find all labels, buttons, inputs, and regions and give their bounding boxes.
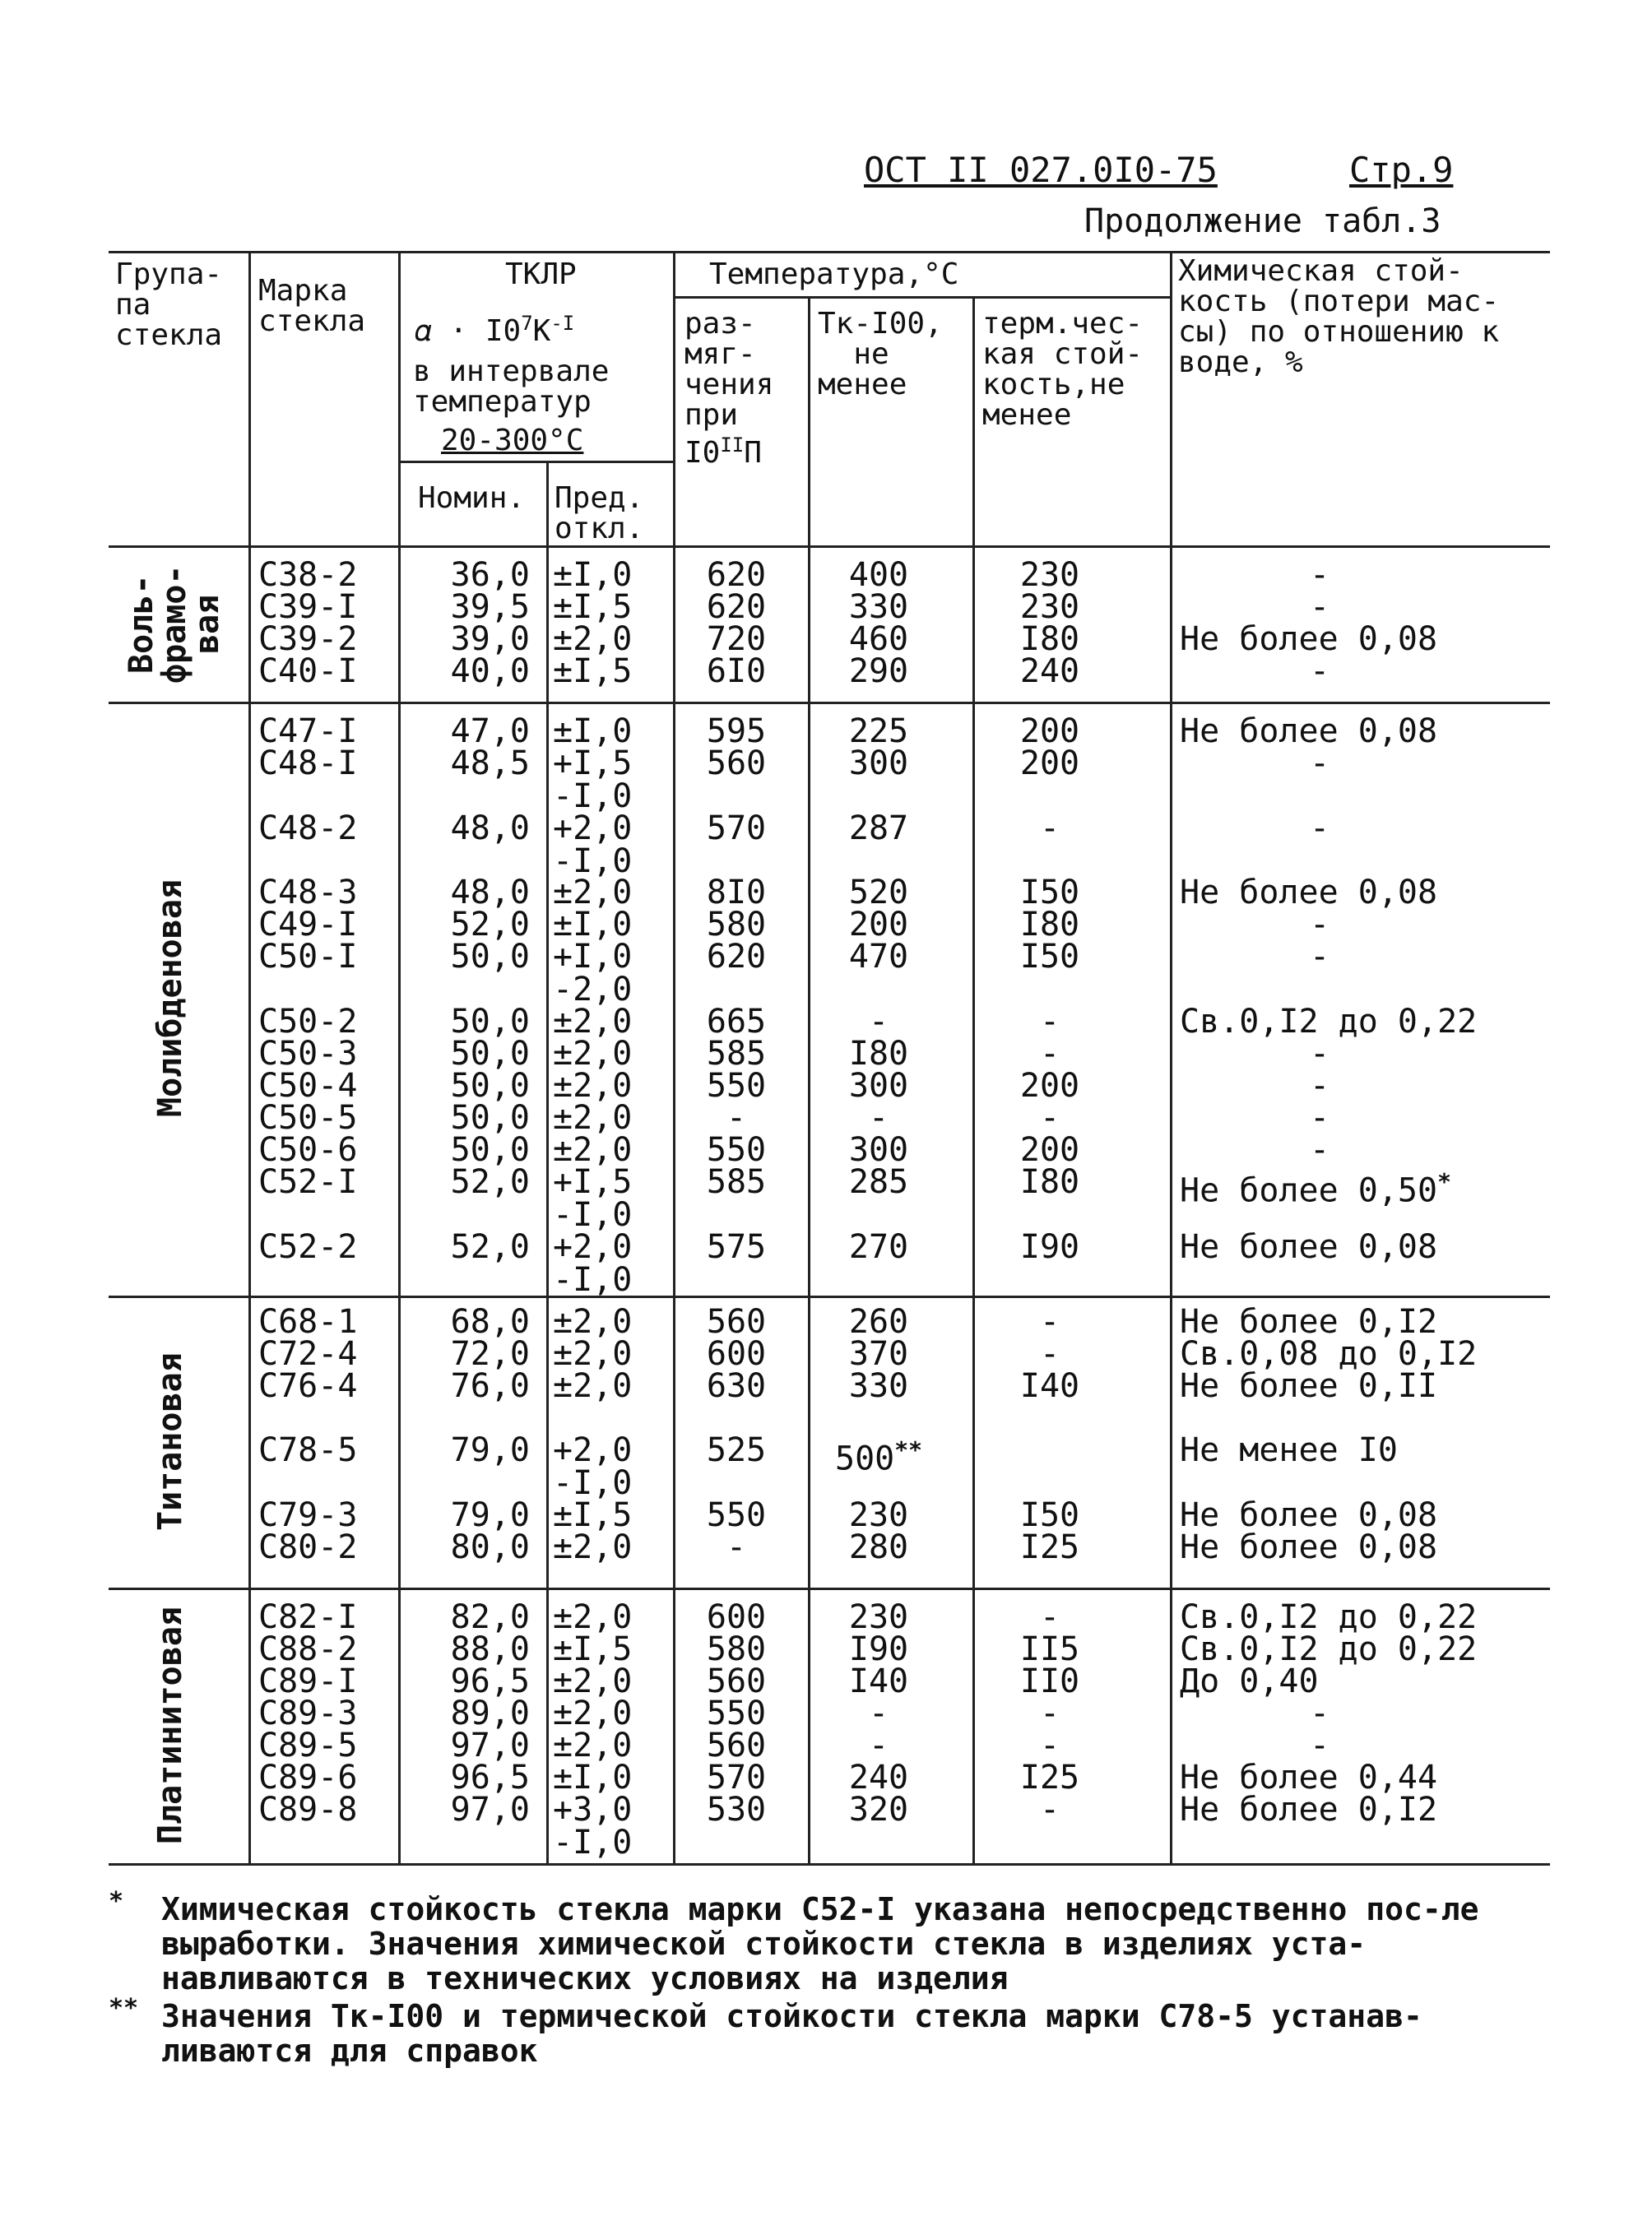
thermal-resistance: - [1039,1003,1060,1041]
thermal-resistance: I50 [1019,938,1080,976]
thermal-resistance: - [1039,1303,1060,1341]
softening-temp: 720 [706,620,767,658]
chemical-resistance: - [1309,1099,1330,1137]
thermal-resistance: - [1039,1035,1060,1073]
col-divider [673,251,675,1863]
tklr-tolerance: ±2,0 [553,1303,633,1341]
tklr-nominal: 48,0 [450,809,530,847]
chemical-resistance: - [1309,938,1330,976]
group-label: Титановая [151,1352,189,1531]
alpha-unit-exp: -I [550,312,575,335]
tk100-value: 300 [848,1067,909,1105]
header-tklr: ТКЛР [505,257,577,291]
col-divider [972,296,975,1863]
tk100-value: 500** [835,1436,922,1478]
tklr-nominal: 79,0 [450,1496,530,1534]
chemical-resistance: Не более 0,50* [1180,1168,1451,1210]
tk100-value: - [868,1099,889,1137]
footnote-text: Значения Тк-I00 и термической стойкости стекла марки С78-5 устанав-ливаются для справок [161,1998,1422,2069]
footnote-text: Химическая стойкость стекла марки С52-I указана непосредственно пос-ле выработки. Значения химической стойкости стекла в изделиях уста-навливаются в технических условиях на изделия [161,1891,1479,1996]
tklr-nominal: 52,0 [450,906,530,944]
chemical-resistance: - [1309,652,1330,690]
softening-temp: 6I0 [706,652,767,690]
chemical-resistance: - [1309,556,1330,594]
tklr-tolerance: ±2,0 [553,1131,633,1169]
page-number: Стр.9 [1349,150,1454,190]
chemical-resistance: - [1309,809,1330,847]
tklr-tolerance: +I,5 -I,0 [553,744,633,815]
thermal-resistance: II5 [1019,1630,1080,1668]
header-softening [684,308,773,468]
tklr-nominal: 76,0 [450,1367,530,1405]
group-label: Молибденовая [151,879,189,1118]
glass-mark: С48-2 [258,809,358,847]
footnote-ref: ** [894,1436,922,1463]
glass-mark: С48-3 [258,874,358,911]
softening-temp: 560 [706,744,767,782]
tk100-value: 470 [848,938,909,976]
softening-temp: 550 [706,1131,767,1169]
tklr-nominal: 50,0 [450,1035,530,1073]
alpha-exp: 7 [521,312,533,335]
thermal-resistance: - [1039,809,1060,847]
tk100-value: 460 [848,620,909,658]
softening-temp: 8I0 [706,874,767,911]
chemical-resistance: - [1309,1131,1330,1169]
tklr-tolerance: ±I,5 [553,1630,633,1668]
tklr-nominal: 40,0 [450,652,530,690]
tk100-value: 230 [848,1598,909,1636]
chemical-resistance: Не более 0,08 [1180,712,1438,750]
thermal-resistance: - [1039,1598,1060,1636]
softening-temp: 575 [706,1228,767,1266]
softening-temp: 600 [706,1598,767,1636]
glass-mark: С88-2 [258,1630,358,1668]
tklr-tolerance: ±2,0 [553,1695,633,1732]
chemical-resistance: Св.0,I2 до 0,22 [1180,1630,1478,1668]
header-group: Група- па стекла [115,257,223,352]
thermal-resistance: 200 [1019,1131,1080,1169]
thermal-resistance: I80 [1019,1163,1080,1201]
group-rule [109,1588,1550,1590]
group-rule [109,1296,1550,1298]
tklr-nominal: 52,0 [450,1228,530,1266]
tklr-nominal: 68,0 [450,1303,530,1341]
group-label: Платинитовая [151,1607,189,1844]
tk100-value: I80 [848,1035,909,1073]
glass-mark: С40-I [258,652,358,690]
chemical-resistance: Не более 0,44 [1180,1759,1438,1797]
softening-temp: 630 [706,1367,767,1405]
glass-mark: С68-1 [258,1303,358,1341]
chemical-resistance: - [1309,588,1330,626]
softening-temp: 530 [706,1791,767,1829]
chemical-resistance: - [1309,1727,1330,1764]
header-tk100: Тк-I00, не менее [818,307,943,401]
thermal-resistance: - [1039,1099,1060,1137]
tklr-nominal: 72,0 [450,1335,530,1373]
softening-temp: 560 [706,1303,767,1341]
glass-mark: С50-3 [258,1035,358,1073]
glass-mark: С39-2 [258,620,358,658]
softening-temp: 665 [706,1003,767,1041]
thermal-resistance: I50 [1019,1496,1080,1534]
tklr-tolerance: +I,5 -I,0 [553,1163,633,1234]
tklr-tolerance: ±I,0 [553,556,633,594]
tklr-tolerance: ±2,0 [553,874,633,911]
glass-mark: С50-2 [258,1003,358,1041]
tk100-value: 330 [848,1367,909,1405]
thermal-resistance: I40 [1019,1367,1080,1405]
glass-mark: С82-I [258,1598,358,1636]
tk100-value: 300 [848,1131,909,1169]
header-range: 20-300°С [441,424,584,457]
tklr-tolerance: ±I,5 [553,588,633,626]
glass-mark: С50-6 [258,1131,358,1169]
glass-mark: С89-3 [258,1695,358,1732]
temp-sub-rule [673,296,1170,299]
thermal-resistance: 200 [1019,1067,1080,1105]
tklr-nominal: 96,5 [450,1662,530,1700]
tklr-nominal: 97,0 [450,1791,530,1829]
tklr-tolerance: ±2,0 [553,1662,633,1700]
tklr-tolerance: ±2,0 [553,1528,633,1566]
tk100-value: 285 [848,1163,909,1201]
tklr-tolerance: ±2,0 [553,1067,633,1105]
tklr-tolerance: ±2,0 [553,620,633,658]
tklr-tolerance: ±I,5 [553,1496,633,1534]
softening-temp: 620 [706,588,767,626]
glass-mark: С49-I [258,906,358,944]
glass-mark: С52-I [258,1163,358,1201]
tklr-nominal: 50,0 [450,1099,530,1137]
thermal-resistance: 200 [1019,712,1080,750]
thermal-resistance: I25 [1019,1759,1080,1797]
softening-label: раз- мяг- чения при I0 [684,307,774,470]
temperature-unit: °С [923,257,959,291]
header-nom: Номин. [418,481,526,515]
table-top-rule [109,251,1550,253]
tklr-nominal: 88,0 [450,1630,530,1668]
thermal-resistance: - [1039,1335,1060,1373]
tk100-value: I40 [848,1662,909,1700]
thermal-resistance: - [1039,1791,1060,1829]
softening-temp: 560 [706,1727,767,1764]
tk100-value: 225 [848,712,909,750]
header-bottom-rule [109,545,1550,548]
softening-exp: II [720,434,745,457]
footnote-ref: * [1437,1168,1451,1195]
tklr-tolerance: +I,0 -2,0 [553,938,633,1009]
softening-temp: 585 [706,1035,767,1073]
header-alpha [415,308,574,346]
thermal-resistance: I80 [1019,620,1080,658]
temperature-label: Температура, [709,257,924,291]
tk100-value: 370 [848,1335,909,1373]
chemical-resistance: - [1309,906,1330,944]
softening-temp: 570 [706,809,767,847]
thermal-resistance: 230 [1019,556,1080,594]
thermal-resistance: I25 [1019,1528,1080,1566]
tklr-nominal: 39,0 [450,620,530,658]
thermal-resistance: 230 [1019,588,1080,626]
tk100-value: 400 [848,556,909,594]
glass-mark: С48-I [258,744,358,782]
thermal-resistance: I80 [1019,906,1080,944]
tk100-value: 287 [848,809,909,847]
tk100-value: 270 [848,1228,909,1266]
glass-mark: С72-4 [258,1335,358,1373]
glass-mark: С50-I [258,938,358,976]
softening-temp: - [726,1528,747,1566]
glass-mark: С47-I [258,712,358,750]
softening-temp: 580 [706,906,767,944]
header-mark: Марка стекла [258,274,366,338]
softening-temp: 550 [706,1067,767,1105]
tklr-nominal: 36,0 [450,556,530,594]
tklr-tolerance: ±2,0 [553,1727,633,1764]
tklr-nominal: 50,0 [450,1003,530,1041]
chemical-resistance: Не более 0,08 [1180,1528,1438,1566]
tklr-nominal: 80,0 [450,1528,530,1566]
thermal-resistance: I50 [1019,874,1080,911]
tklr-tolerance: ±2,0 [553,1367,633,1405]
glass-mark: С50-4 [258,1067,358,1105]
chemical-resistance: - [1309,1035,1330,1073]
softening-unit: П [744,436,762,470]
glass-mark: С89-6 [258,1759,358,1797]
group-label: Воль- фрамо- вая [123,564,226,684]
softening-temp: 580 [706,1630,767,1668]
softening-temp: 525 [706,1431,767,1469]
group-rule [109,702,1550,704]
softening-temp: 620 [706,556,767,594]
chemical-resistance: - [1309,1067,1330,1105]
chemical-resistance: Св.0,I2 до 0,22 [1180,1003,1478,1041]
alpha-formula: 𝛼 · I0 [415,314,522,348]
tklr-nominal: 96,5 [450,1759,530,1797]
header-thermal: терм.чес- кая стой- кость,не менее [982,307,1144,432]
tklr-tolerance: +2,0 -I,0 [553,1431,633,1502]
tklr-tolerance: +3,0 -I,0 [553,1791,633,1862]
tk100-value: - [868,1727,889,1764]
footnote-mark: * [109,1887,124,1916]
glass-mark: С50-5 [258,1099,358,1137]
softening-temp: 560 [706,1662,767,1700]
glass-mark: С89-I [258,1662,358,1700]
tk100-value: 300 [848,744,909,782]
thermal-resistance: II0 [1019,1662,1080,1700]
tklr-tolerance: ±I,5 [553,652,633,690]
tklr-nominal: 48,0 [450,874,530,911]
softening-temp: - [726,1099,747,1137]
col-divider [1170,251,1172,1863]
tk100-value: 320 [848,1791,909,1829]
chemical-resistance: Св.0,08 до 0,I2 [1180,1335,1478,1373]
tklr-tolerance: ±I,0 [553,712,633,750]
softening-temp: 600 [706,1335,767,1373]
chemical-resistance: Не менее I0 [1180,1431,1398,1469]
tklr-tolerance: ±2,0 [553,1035,633,1073]
softening-temp: 570 [706,1759,767,1797]
tk100-value: I90 [848,1630,909,1668]
header-tol: Пред. откл. [555,481,644,545]
tk100-value: - [868,1695,889,1732]
tk100-value: 230 [848,1496,909,1534]
tklr-tolerance: ±2,0 [553,1598,633,1636]
tklr-nominal: 47,0 [450,712,530,750]
glass-mark: С89-8 [258,1791,358,1829]
col-divider [248,251,251,1863]
tk100-value: 280 [848,1528,909,1566]
glass-mark: С79-3 [258,1496,358,1534]
header-temperature [709,259,958,290]
chemical-resistance: До 0,40 [1180,1662,1319,1700]
thermal-resistance: 240 [1019,652,1080,690]
tklr-nominal: 97,0 [450,1727,530,1764]
tklr-nominal: 79,0 [450,1431,530,1469]
tklr-sub-rule [398,461,673,463]
tklr-tolerance: ±I,0 [553,1759,633,1797]
tk100-value: 330 [848,588,909,626]
tk100-value: - [868,1003,889,1041]
tk100-value: 200 [848,906,909,944]
softening-temp: 595 [706,712,767,750]
tklr-tolerance: +2,0 -I,0 [553,1228,633,1299]
doc-code [864,150,1218,190]
softening-temp: 585 [706,1163,767,1201]
tk100-value: 290 [848,652,909,690]
tklr-tolerance: ±2,0 [553,1003,633,1041]
glass-mark: С38-2 [258,556,358,594]
tklr-nominal: 50,0 [450,938,530,976]
footnote-mark: ** [109,1994,139,2023]
chemical-resistance: Не более 0,I2 [1180,1303,1438,1341]
tklr-nominal: 52,0 [450,1163,530,1201]
tklr-nominal: 89,0 [450,1695,530,1732]
header-chem: Химическая стой- кость (потери мас- сы) по отношению к воде, % [1178,254,1500,379]
chemical-resistance: Св.0,I2 до 0,22 [1180,1598,1478,1636]
col-divider [546,463,549,1863]
chemical-resistance: Не более 0,08 [1180,1228,1438,1266]
tklr-nominal: 50,0 [450,1131,530,1169]
tklr-nominal: 48,5 [450,744,530,782]
glass-mark: С52-2 [258,1228,358,1266]
tklr-tolerance: ±2,0 [553,1335,633,1373]
thermal-resistance: I90 [1019,1228,1080,1266]
glass-mark: С89-5 [258,1727,358,1764]
chemical-resistance: - [1309,744,1330,782]
chemical-resistance: - [1309,1695,1330,1732]
thermal-resistance: - [1039,1727,1060,1764]
chemical-resistance: Не более 0,08 [1180,874,1438,911]
chemical-resistance: Не более 0,08 [1180,620,1438,658]
chemical-resistance: Не более 0,08 [1180,1496,1438,1534]
glass-mark: С80-2 [258,1528,358,1566]
tklr-nominal: 39,5 [450,588,530,626]
chemical-resistance: Не более 0,II [1180,1367,1438,1405]
tklr-nominal: 50,0 [450,1067,530,1105]
doc-code-text: ОСТ II 027.0I0-75 [864,150,1218,190]
alpha-unit: K [532,314,551,348]
tklr-tolerance: ±I,0 [553,906,633,944]
glass-mark: С78-5 [258,1431,358,1469]
chemical-resistance: Не более 0,I2 [1180,1791,1438,1829]
tklr-tolerance: ±2,0 [553,1099,633,1137]
softening-temp: 620 [706,938,767,976]
tklr-tolerance: +2,0 -I,0 [553,809,633,880]
tk100-value: 240 [848,1759,909,1797]
glass-mark: С39-I [258,588,358,626]
table-continuation: Продолжение табл.3 [1084,202,1441,240]
glass-mark: С76-4 [258,1367,358,1405]
col-divider [808,296,810,1863]
softening-temp: 550 [706,1695,767,1732]
group-rule [109,1863,1550,1866]
softening-temp: 550 [706,1496,767,1534]
thermal-resistance: 200 [1019,744,1080,782]
header-interval: в интервале температур [413,355,610,419]
tk100-value: 520 [848,874,909,911]
thermal-resistance: - [1039,1695,1060,1732]
tk100-value: 260 [848,1303,909,1341]
tklr-nominal: 82,0 [450,1598,530,1636]
